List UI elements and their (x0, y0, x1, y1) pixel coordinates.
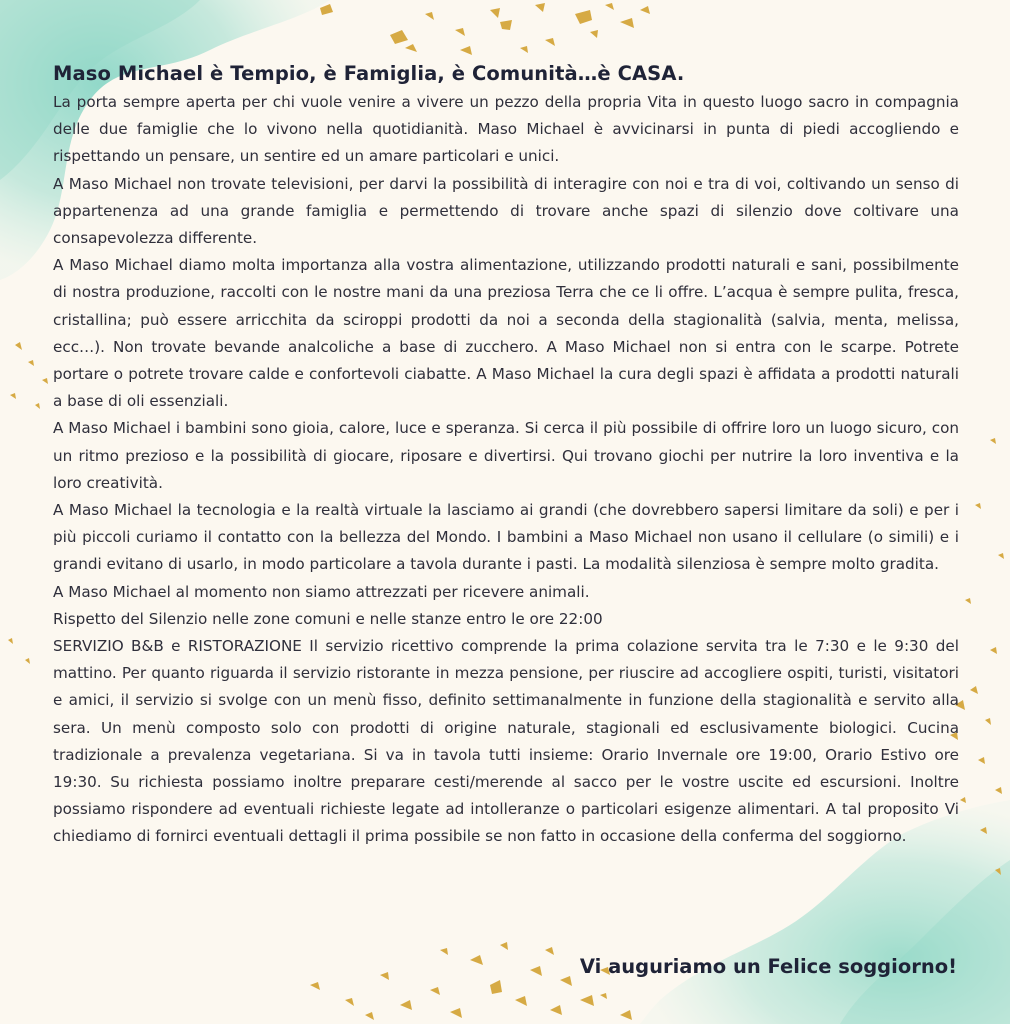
paragraph: SERVIZIO B&B e RISTORAZIONE Il servizio ricettivo comprende la prima colazione servita tra le 7:30 e le 9:30 del mattino. Per quanto riguarda il servizio ristorante in mezza pensione, per riuscire ad accogliere ospiti, turisti, visitatori e amici, il servizio si svolge con un menù fisso, definito settimanalmente in funzione della stagionalità e servito alla sera. Un menù composto solo con prodotti di origine naturale, stagionali ed esclusivamente biologici. Cucina tradizionale a prevalenza vegetariana. Si va in tavola tutti insieme: Orario Invernale ore 19:00, Orario Estivo ore 19:30. Su richiesta possiamo inoltre preparare cesti/merende al sacco per le vostre uscite ed escursioni. Inoltre possiamo rispondere ad eventuali richieste legate ad intolleranze o particolari esigenze alimentari. A tal proposito Vi chiediamo di fornirci eventuali dettagli il prima possibile se non fatto in occasione della conferma del soggiorno. (53, 637, 959, 846)
paragraph: Rispetto del Silenzio nelle zone comuni e nelle stanze entro le ore 22:00 (53, 609, 603, 628)
main-content (53, 62, 959, 851)
closing-greeting: Vi auguriamo un Felice soggiorno! (579, 955, 957, 978)
paragraph: A Maso Michael diamo molta importanza alla vostra alimentazione, utilizzando prodotti naturali e sani, possibilmente di nostra produzione, raccolti con le nostre mani da una preziosa Terra che ce li offre. L’acqua è sempre pulita, fresca, cristallina; può essere arricchita da sciroppi prodotti da noi a seconda della stagionalità (salvia, menta, melissa, ecc…). Non trovate bevande analcoliche a base di zucchero. A Maso Michael non si entra con le scarpe. Potrete portare o potrete trovare calde e confortevoli ciabatte. A Maso Michael la cura degli spazi è affidata a prodotti naturali a base di oli essenziali. (53, 256, 959, 411)
paragraph: A Maso Michael i bambini sono gioia, calore, luce e speranza. Si cerca il più possibile di offrire loro un luogo sicuro, con un ritmo prezioso e la possibilità di giocare, riposare e divertirsi. Qui trovano giochi per nutrire la loro inventiva e la loro creatività. (53, 419, 959, 492)
paragraph: La porta sempre aperta per chi vuole venire a vivere un pezzo della propria Vita in questo luogo sacro in compagnia delle due famiglie che lo vivono nella quotidianità. Maso Michael è avvicinarsi in punta di piedi accogliendo e rispettando un pensare, un sentire ed un amare particolari e unici. (53, 93, 959, 166)
page-title: Maso Michael è Tempio, è Famiglia, è Comunità…è CASA. (53, 62, 685, 85)
paragraph: A Maso Michael non trovate televisioni, per darvi la possibilità di interagire con noi e tra di voi, coltivando un senso di appartenenza ad una grande famiglia e permettendo di trovare anche spazi di silenzio dove coltivare una consapevolezza differente. (53, 174, 959, 248)
paragraph: A Maso Michael al momento non siamo attrezzati per ricevere animali. (53, 582, 590, 601)
paragraph: A Maso Michael la tecnologia e la realtà virtuale la lasciamo ai grandi (che dovrebbero sapersi limitare da soli) e per i più piccoli curiamo il contatto con la bellezza del Mondo. I bambini a Maso Michael non usano il cellulare (o simili) e i grandi evitano di usarlo, in modo particolare a tavola durante i pasti. La modalità silenziosa è sempre molto gradita. (53, 501, 959, 574)
